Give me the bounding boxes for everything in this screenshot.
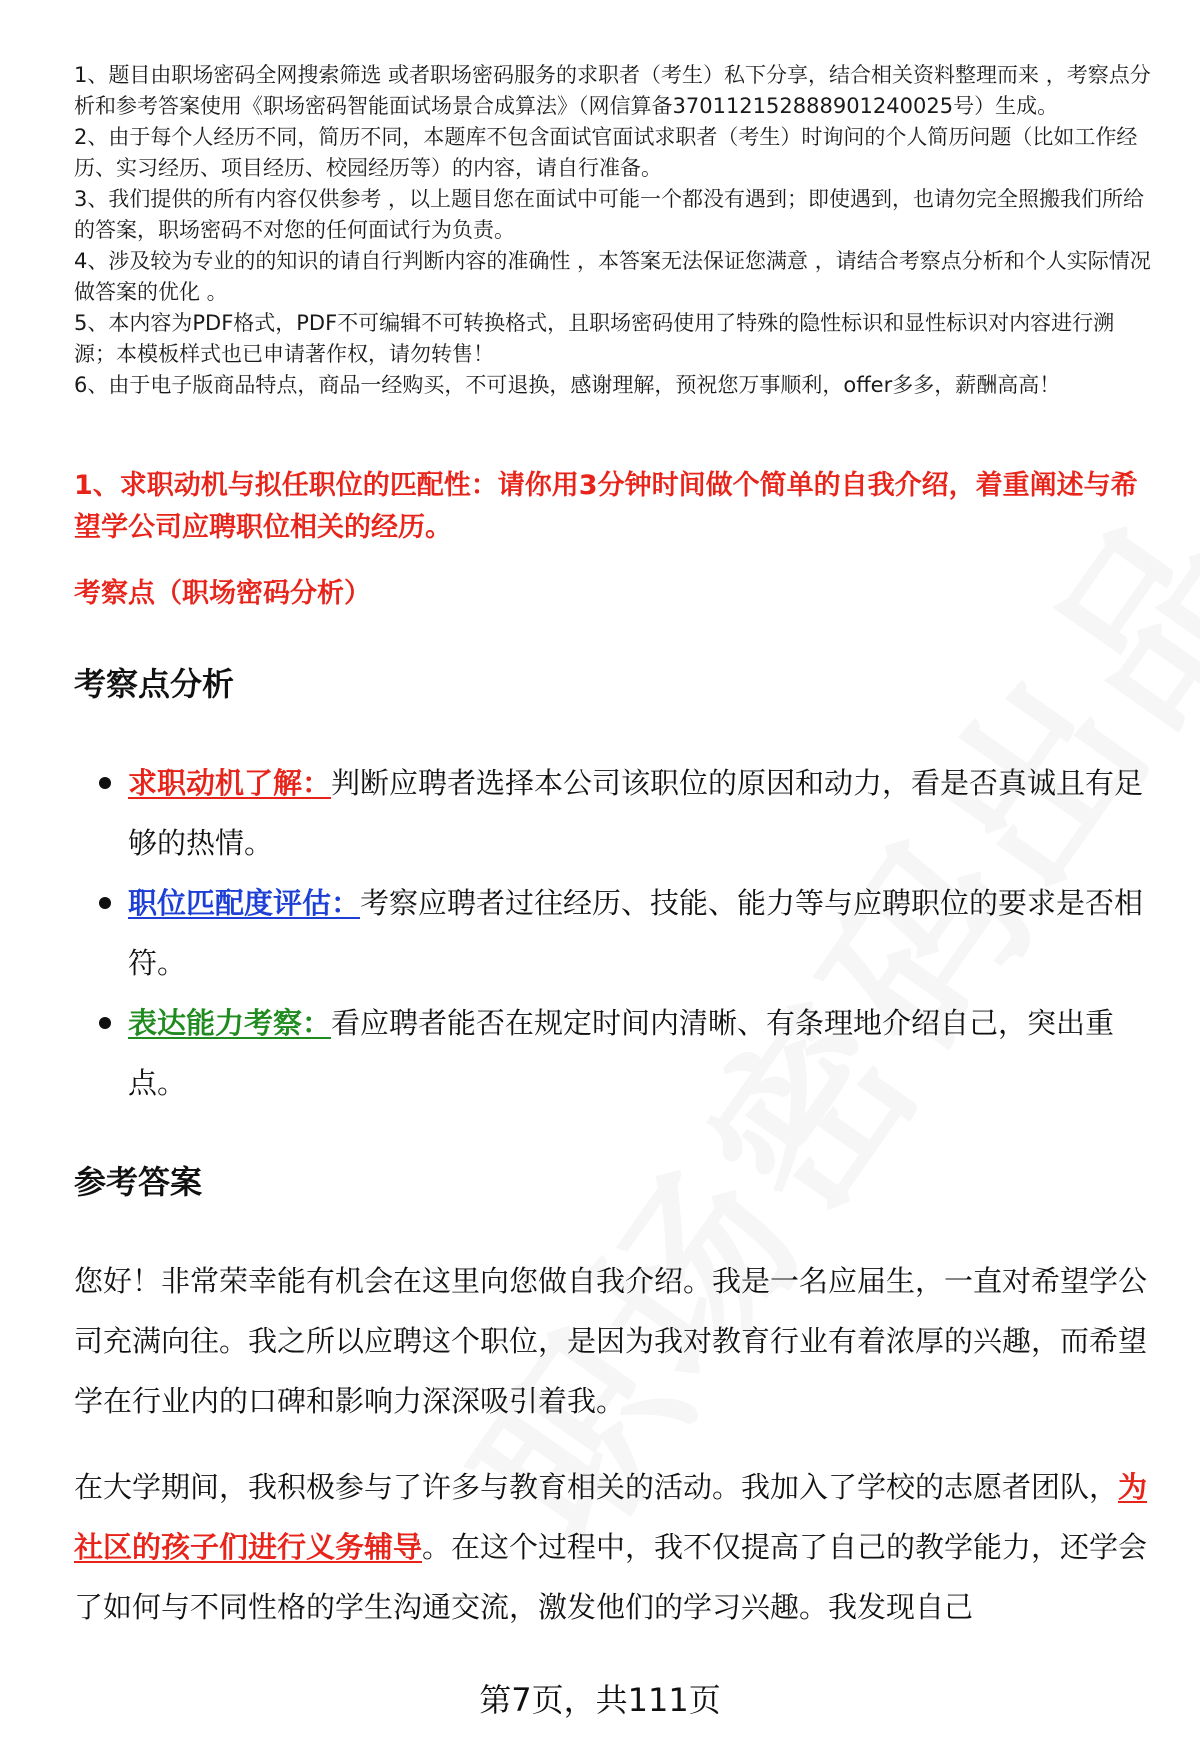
bullet-dot xyxy=(99,897,111,909)
bullet-dot xyxy=(99,777,111,789)
list-item xyxy=(74,753,1164,873)
notice-item: 2、由于每个人经历不同，简历不同，本题库不包含面试官面试求职者（考生）时询问的个人简历问题（比如工作经历、实习经历、项目经历、校园经历等）的内容，请自行准备。 xyxy=(74,125,1138,180)
list-item xyxy=(74,993,1164,1113)
answer-highlight: 为社区的孩子们进行义务辅导 xyxy=(74,1470,1148,1564)
analysis-text: 判断应聘者选择本公司该职位的原因和动力，看是否真诚且有足够的热情。 xyxy=(128,766,1144,860)
answer-heading: 参考答案 xyxy=(74,1163,203,1201)
notice-item: 3、我们提供的所有内容仅供参考 ，以上题目您在面试中可能一个都没有遇到；即使遇到，也请勿完全照搬我们所给的答案，职场密码不对您的任何面试行为负责。 xyxy=(74,187,1145,242)
answer-text: 。在这个过程中，我不仅提高了自己的教学能力，还学会了如何与不同性格的学生沟通交流，激发他们的学习兴趣。我发现自己 xyxy=(74,1530,1148,1624)
analysis-text: 考察应聘者过往经历、技能、能力等与应聘职位的要求是否相符。 xyxy=(128,886,1144,980)
answer-text: 在大学期间，我积极参与了许多与教育相关的活动。我加入了学校的志愿者团队， xyxy=(74,1470,1119,1504)
analysis-label: 职位匹配度评估： xyxy=(128,886,361,920)
page-number: 第7页，共111页 xyxy=(479,1681,721,1719)
kcd-label: 考察点（职场密码分析） xyxy=(74,578,371,609)
answer-paragraph: 您好！非常荣幸能有机会在这里向您做自我介绍。我是一名应届生，一直对希望学公司充满向往。我之所以应聘这个职位，是因为我对教育行业有着浓厚的兴趣，而希望学在行业内的口碑和影响力深深吸引着我。 xyxy=(74,1264,1148,1418)
list-item xyxy=(74,873,1164,993)
notice-item: 6、由于电子版商品特点，商品一经购买，不可退换，感谢理解，预祝您万事顺利，offer多多，薪酬高高！ xyxy=(74,373,1061,397)
notice-list xyxy=(74,60,1154,401)
question-title: 1、求职动机与拟任职位的匹配性：请你用3分钟时间做个简单的自我介绍，着重阐述与希望学公司应聘职位相关的经历。 xyxy=(74,470,1138,543)
analysis-list xyxy=(74,753,1164,1113)
notice-item: 4、涉及较为专业的的知识的请自行判断内容的准确性 ，本答案无法保证您满意 ，请结合考察点分析和个人实际情况做答案的优化 。 xyxy=(74,249,1151,304)
notice-item: 1、题目由职场密码全网搜索筛选 或者职场密码服务的求职者（考生）私下分享，结合相关资料整理而来 ，考察点分析和参考答案使用《职场密码智能面试场景合成算法》（网信算备370112152888901240025号）生成。 xyxy=(74,63,1151,118)
analysis-text: 看应聘者能否在规定时间内清晰、有条理地介绍自己，突出重点。 xyxy=(128,1006,1115,1100)
answer-paragraph xyxy=(74,1457,1164,1637)
notice-item: 5、本内容为PDF格式，PDF不可编辑不可转换格式，且职场密码使用了特殊的隐性标识和显性标识对内容进行溯源；本模板样式也已申请著作权，请勿转售！ xyxy=(74,311,1115,366)
analysis-heading: 考察点分析 xyxy=(74,665,235,703)
analysis-label: 求职动机了解： xyxy=(128,766,332,800)
bullet-dot xyxy=(99,1017,111,1029)
analysis-label: 表达能力考察： xyxy=(128,1006,332,1040)
